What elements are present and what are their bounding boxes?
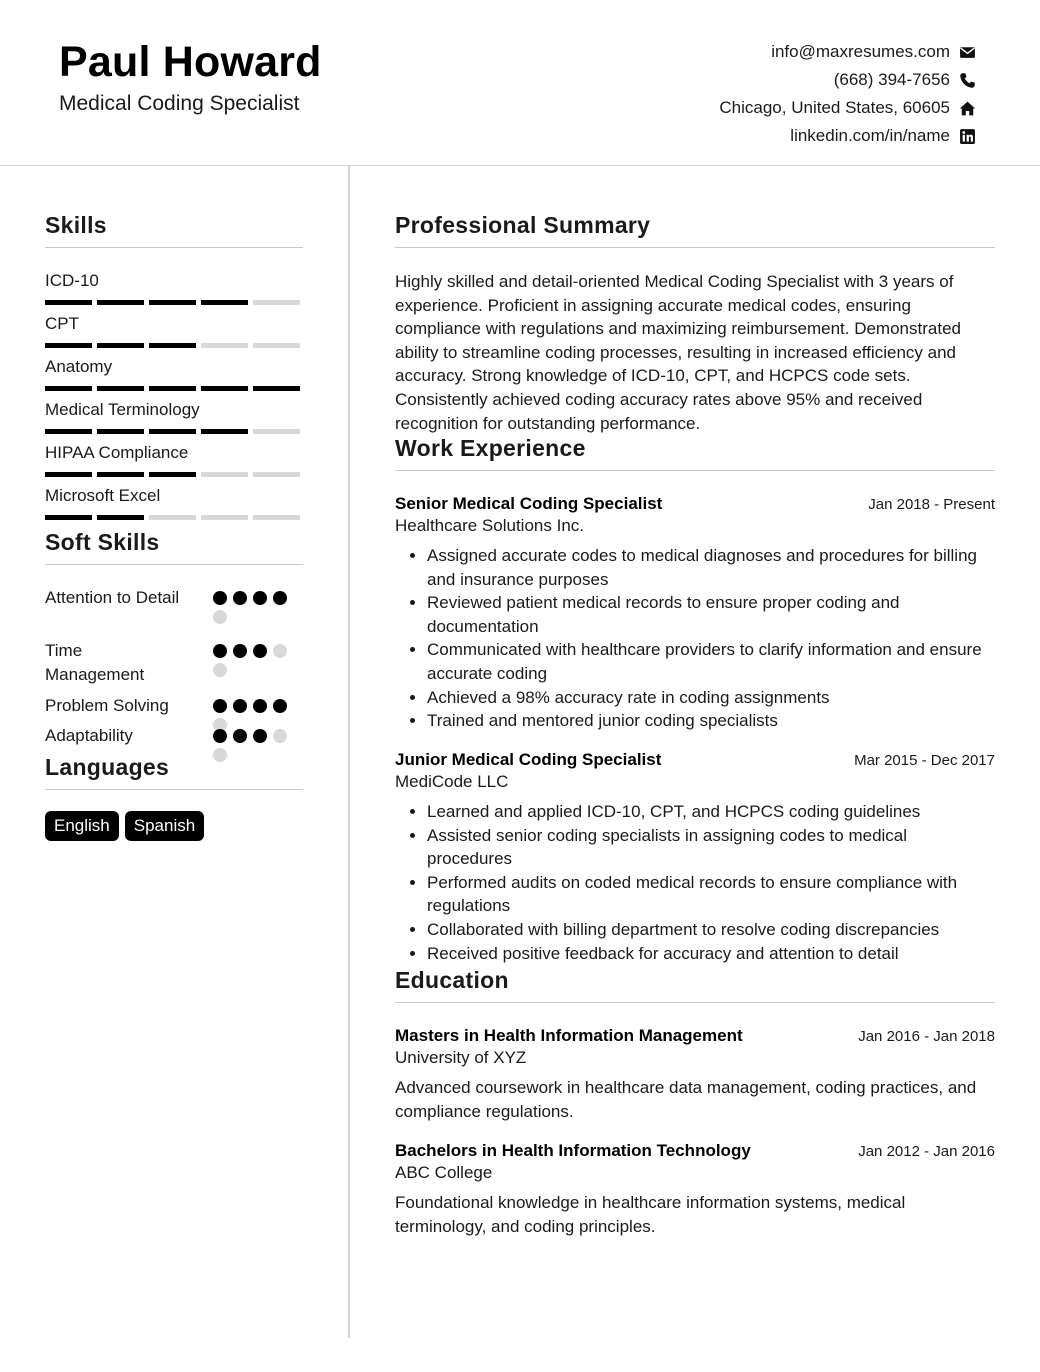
linkedin-icon <box>958 127 976 145</box>
education-dates: Jan 2016 - Jan 2018 <box>858 1028 995 1045</box>
section-divider <box>395 470 995 471</box>
skill-level-segment <box>201 472 248 477</box>
skill-level-segment <box>97 343 144 348</box>
section-divider <box>45 247 303 248</box>
skill-level-bar <box>45 343 303 348</box>
degree-title: Bachelors in Health Information Technology <box>395 1141 751 1160</box>
skill-level-segment <box>201 515 248 520</box>
rating-dot <box>273 699 287 713</box>
skill-level-segment <box>201 386 248 391</box>
home-icon <box>958 99 976 117</box>
job-company: MediCode LLC <box>395 772 509 791</box>
section-divider <box>395 247 995 248</box>
contact-linkedin-text: linkedin.com/in/name <box>790 126 950 145</box>
soft-skills-title: Soft Skills <box>45 529 160 555</box>
skill-level-segment <box>45 472 92 477</box>
rating-dot <box>213 663 227 677</box>
skill-item <box>45 486 303 520</box>
job-dates: Jan 2018 - Present <box>868 496 995 513</box>
rating-dot <box>273 591 287 605</box>
skill-name: Medical Terminology <box>45 400 200 419</box>
summary-section-header <box>395 212 995 248</box>
rating-dot <box>253 591 267 605</box>
job-bullet: • Assisted senior coding specialists in assigning codes to medical procedures <box>427 824 995 871</box>
skill-level-segment <box>201 343 248 348</box>
skill-level-segment <box>45 515 92 520</box>
education-description: Advanced coursework in healthcare data management, coding practices, and compliance regulations. <box>395 1078 977 1121</box>
skill-level-segment <box>97 386 144 391</box>
education-section-header <box>395 967 995 1003</box>
rating-dot <box>213 699 227 713</box>
job-bullet: • Assigned accurate codes to medical diagnoses and procedures for billing and insurance purposes <box>427 544 995 591</box>
rating-dot <box>233 591 247 605</box>
degree-title: Masters in Health Information Management <box>395 1026 743 1045</box>
job-title: Junior Medical Coding Specialist <box>395 750 662 769</box>
rating-dot <box>233 699 247 713</box>
soft-skills-section-header <box>45 529 303 565</box>
contact-location-text: Chicago, United States, 60605 <box>719 98 950 117</box>
phone-icon <box>958 71 976 89</box>
skill-item <box>45 443 303 477</box>
skill-level-bar <box>45 300 303 305</box>
skill-level-segment <box>253 386 300 391</box>
skill-name: Anatomy <box>45 357 113 376</box>
soft-skill-rating <box>213 699 288 732</box>
rating-dot <box>233 729 247 743</box>
section-divider <box>45 789 303 790</box>
skill-level-segment <box>45 300 92 305</box>
education-title: Education <box>395 967 509 993</box>
experience-title: Work Experience <box>395 435 586 461</box>
job-bullet: • Learned and applied ICD-10, CPT, and HCPCS coding guidelines <box>427 800 995 824</box>
job-title: Senior Medical Coding Specialist <box>395 494 663 513</box>
job-dates: Mar 2015 - Dec 2017 <box>854 752 995 769</box>
skill-level-segment <box>45 343 92 348</box>
skill-level-bar <box>45 515 303 520</box>
column-divider <box>348 166 350 1338</box>
skills-title: Skills <box>45 212 107 238</box>
school-name: ABC College <box>395 1163 493 1182</box>
skill-level-bar <box>45 386 303 391</box>
skill-level-segment <box>149 515 196 520</box>
education-entry <box>395 1026 995 1123</box>
skill-level-segment <box>253 343 300 348</box>
skill-level-segment <box>201 429 248 434</box>
contact-linkedin[interactable] <box>719 122 976 150</box>
skill-level-segment <box>97 472 144 477</box>
job-bullet: • Collaborated with billing department to resolve coding discrepancies <box>427 918 995 942</box>
skill-level-segment <box>45 429 92 434</box>
languages-title: Languages <box>45 754 170 780</box>
section-divider <box>45 564 303 565</box>
skill-item <box>45 400 303 434</box>
envelope-icon <box>958 43 976 61</box>
job-entry <box>395 494 995 733</box>
skill-level-bar <box>45 472 303 477</box>
skill-name: ICD-10 <box>45 271 99 290</box>
rating-dot <box>213 644 227 658</box>
skill-name: HIPAA Compliance <box>45 443 189 462</box>
skill-item <box>45 314 303 348</box>
education-dates: Jan 2012 - Jan 2016 <box>858 1143 995 1160</box>
skill-level-segment <box>149 300 196 305</box>
experience-section-header <box>395 435 995 471</box>
job-bullet: • Performed audits on coded medical records to ensure compliance with regulations <box>427 871 995 918</box>
job-bullet: • Achieved a 98% accuracy rate in coding assignments <box>427 686 995 710</box>
soft-skill-name: Attention to Detail <box>45 588 180 607</box>
skill-level-segment <box>97 429 144 434</box>
languages-section-header <box>45 754 303 790</box>
contact-email[interactable] <box>719 38 976 66</box>
rating-dot <box>253 644 267 658</box>
education-description: Foundational knowledge in healthcare information systems, medical terminology, and coding principles. <box>395 1193 906 1236</box>
job-bullets <box>395 544 995 733</box>
soft-skill-rating <box>213 644 288 677</box>
skill-level-segment <box>149 429 196 434</box>
skill-level-segment <box>97 300 144 305</box>
skills-section-header <box>45 212 303 248</box>
skill-level-bar <box>45 429 303 434</box>
rating-dot <box>213 610 227 624</box>
rating-dot <box>213 591 227 605</box>
skill-name: Microsoft Excel <box>45 486 161 505</box>
job-bullet: • Trained and mentored junior coding specialists <box>427 709 995 733</box>
skill-level-segment <box>149 472 196 477</box>
rating-dot <box>273 644 287 658</box>
rating-dot <box>253 699 267 713</box>
rating-dot <box>233 644 247 658</box>
skill-level-segment <box>149 343 196 348</box>
candidate-title: Medical Coding Specialist <box>59 92 300 115</box>
language-tags <box>45 811 204 841</box>
school-name: University of XYZ <box>395 1048 527 1067</box>
job-bullets <box>395 800 995 965</box>
job-bullet: • Received positive feedback for accuracy and attention to detail <box>427 942 995 966</box>
skill-item <box>45 271 303 305</box>
skill-level-segment <box>45 386 92 391</box>
contact-phone[interactable] <box>719 66 976 94</box>
job-company: Healthcare Solutions Inc. <box>395 516 584 535</box>
skill-item <box>45 357 303 391</box>
rating-dot <box>273 729 287 743</box>
job-bullet: • Reviewed patient medical records to ensure proper coding and documentation <box>427 591 995 638</box>
contact-phone-text: (668) 394-7656 <box>833 70 950 89</box>
skill-level-segment <box>253 472 300 477</box>
contact-email-text: info@maxresumes.com <box>771 42 950 61</box>
candidate-name: Paul Howard <box>59 38 322 86</box>
soft-skill-name: Adaptability <box>45 726 133 745</box>
skill-level-segment <box>253 429 300 434</box>
rating-dot <box>213 729 227 743</box>
education-entry <box>395 1141 995 1238</box>
soft-skill-name: Time Management <box>45 641 145 684</box>
skill-level-segment <box>253 300 300 305</box>
summary-title: Professional Summary <box>395 212 651 238</box>
soft-skill-rating <box>213 591 288 624</box>
summary-text: Highly skilled and detail-oriented Medical Coding Specialist with 3 years of experience. Proficient in assigning accurate medical codes, ensuring compliance with regulations and maximizing reimbursement. Demonstrated ability to streamline coding processes, resulting in increased efficiency and accuracy. Strong knowledge of ICD-10, CPT, and HCPCS code sets. Consistently achieved coding accuracy rates above 95% and received recognition for outstanding performance. <box>395 272 961 433</box>
job-bullet: • Communicated with healthcare providers to clarify information and ensure accurate coding <box>427 638 995 685</box>
language-tag: English <box>45 811 119 841</box>
soft-skill-name: Problem Solving <box>45 696 169 715</box>
skill-level-segment <box>253 515 300 520</box>
section-divider <box>395 1002 995 1003</box>
contact-block <box>719 38 976 150</box>
skill-name: CPT <box>45 314 79 333</box>
skill-level-segment <box>201 300 248 305</box>
resume-header <box>0 0 1040 166</box>
contact-location <box>719 94 976 122</box>
job-entry <box>395 750 995 965</box>
rating-dot <box>253 729 267 743</box>
language-tag: Spanish <box>125 811 204 841</box>
skill-level-segment <box>149 386 196 391</box>
skill-level-segment <box>97 515 144 520</box>
